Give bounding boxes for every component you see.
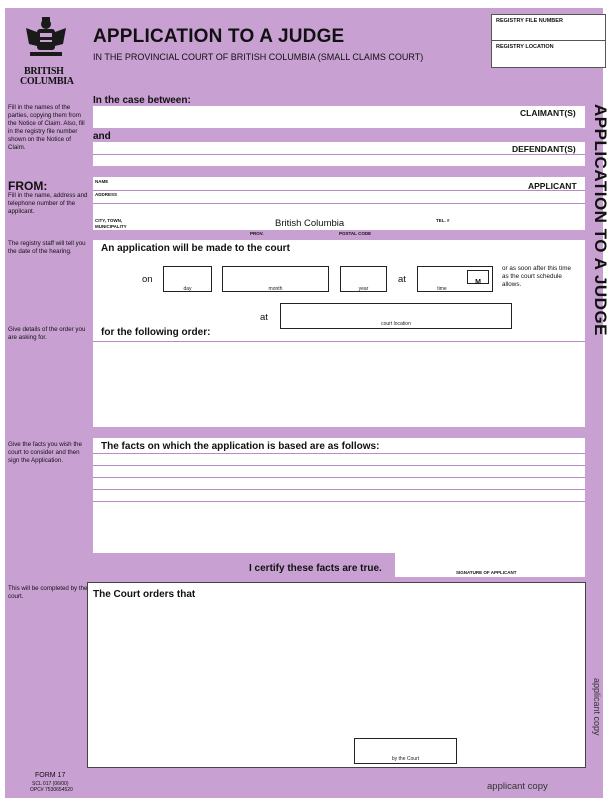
page-subtitle: IN THE PROVINCIAL COURT OF BRITISH COLUMBIA (SMALL CLAIMS COURT) xyxy=(93,52,424,62)
address-label: ADDRESS xyxy=(95,192,118,197)
applicant-city-field[interactable] xyxy=(140,216,265,228)
defendant-divider xyxy=(93,154,585,155)
registry-divider xyxy=(492,40,605,41)
registry-location-field[interactable] xyxy=(498,52,598,64)
by-the-court-caption: by the Court xyxy=(391,756,420,762)
logo-text-british: BRITISH xyxy=(24,66,64,77)
order-help-text: Give details of the order you are asking for. xyxy=(8,326,86,341)
day-caption: day xyxy=(183,286,192,292)
claimant-field[interactable] xyxy=(93,106,585,128)
time-caption: time xyxy=(437,286,447,292)
court-help-text: This will be completed by the court. xyxy=(8,585,88,600)
date-help-text: The registry staff will tell you the date of the hearing. xyxy=(8,240,86,255)
at-label-2: at xyxy=(260,312,268,323)
applicant-tel-field[interactable] xyxy=(452,216,577,228)
applicant-line-2 xyxy=(93,203,585,204)
parties-help-text: Fill in the names of the parties, copying them from the Notice of Claim. Also, fill in the registry file number shown on the Notice of Claim. xyxy=(8,104,85,151)
month-caption: month xyxy=(268,286,283,292)
order-heading: for the following order: xyxy=(101,327,211,338)
page-title: APPLICATION TO A JUDGE xyxy=(93,26,345,47)
vertical-title: APPLICATION TO A JUDGE xyxy=(591,104,610,337)
form-number: FORM 17 xyxy=(35,772,66,779)
facts-field[interactable] xyxy=(95,455,583,551)
signature-caption: SIGNATURE OF APPLICANT xyxy=(456,570,517,575)
province-value: British Columbia xyxy=(275,218,345,229)
name-label: NAME xyxy=(95,179,109,184)
order-divider xyxy=(93,341,585,342)
applicant-copy-label: applicant copy xyxy=(487,781,548,792)
at-label: at xyxy=(398,274,406,285)
court-location-caption: court location xyxy=(381,321,411,327)
and-label: and xyxy=(93,131,111,142)
claimant-label: CLAIMANT(S) xyxy=(520,108,576,118)
opc-code: OPC# 7530654520 xyxy=(30,787,73,793)
application-heading: An application will be made to the court xyxy=(101,243,290,254)
m-label: M xyxy=(475,279,481,286)
registry-file-number-field[interactable] xyxy=(498,24,598,36)
registry-location-label: REGISTRY LOCATION xyxy=(496,44,554,50)
applicant-address-field[interactable] xyxy=(120,192,580,202)
registry-file-number-label: REGISTRY FILE NUMBER xyxy=(496,18,563,24)
applicant-label: APPLICANT xyxy=(528,181,577,191)
order-details-field[interactable] xyxy=(95,343,583,425)
court-orders-field[interactable] xyxy=(93,603,578,733)
court-orders-heading: The Court orders that xyxy=(93,589,196,600)
city-label: CITY, TOWN, MUNICIPALITY xyxy=(95,218,127,229)
am-pm-field[interactable] xyxy=(467,270,489,284)
postal-code-label: POSTAL CODE xyxy=(339,231,372,236)
logo-text-columbia: COLUMBIA xyxy=(20,76,74,87)
from-label: FROM: xyxy=(8,179,48,193)
on-label: on xyxy=(142,274,153,285)
case-heading: In the case between: xyxy=(93,95,191,106)
form-code: SCL 017 (06/00) xyxy=(32,781,69,787)
applicant-line-1 xyxy=(93,190,585,191)
soon-note: or as soon after this time as the court schedule allows. xyxy=(502,265,571,288)
facts-heading: The facts on which the application is based are as follows: xyxy=(101,441,380,452)
defendant-label: DEFENDANT(S) xyxy=(512,144,576,154)
applicant-copy-vertical: applicant copy xyxy=(592,678,602,736)
from-help-text: Fill in the name, address and telephone number of the applicant. xyxy=(8,192,88,215)
facts-help-text: Give the facts you wish the court to consider and then sign the Application. xyxy=(8,441,82,464)
tel-label: TEL. # xyxy=(436,218,450,223)
prov-label: PROV. xyxy=(250,231,264,236)
certify-text: I certify these facts are true. xyxy=(249,563,382,574)
applicant-name-field[interactable] xyxy=(120,179,520,189)
year-caption: year xyxy=(358,286,369,292)
facts-line-1 xyxy=(93,453,585,454)
bc-crest-icon xyxy=(22,16,70,64)
